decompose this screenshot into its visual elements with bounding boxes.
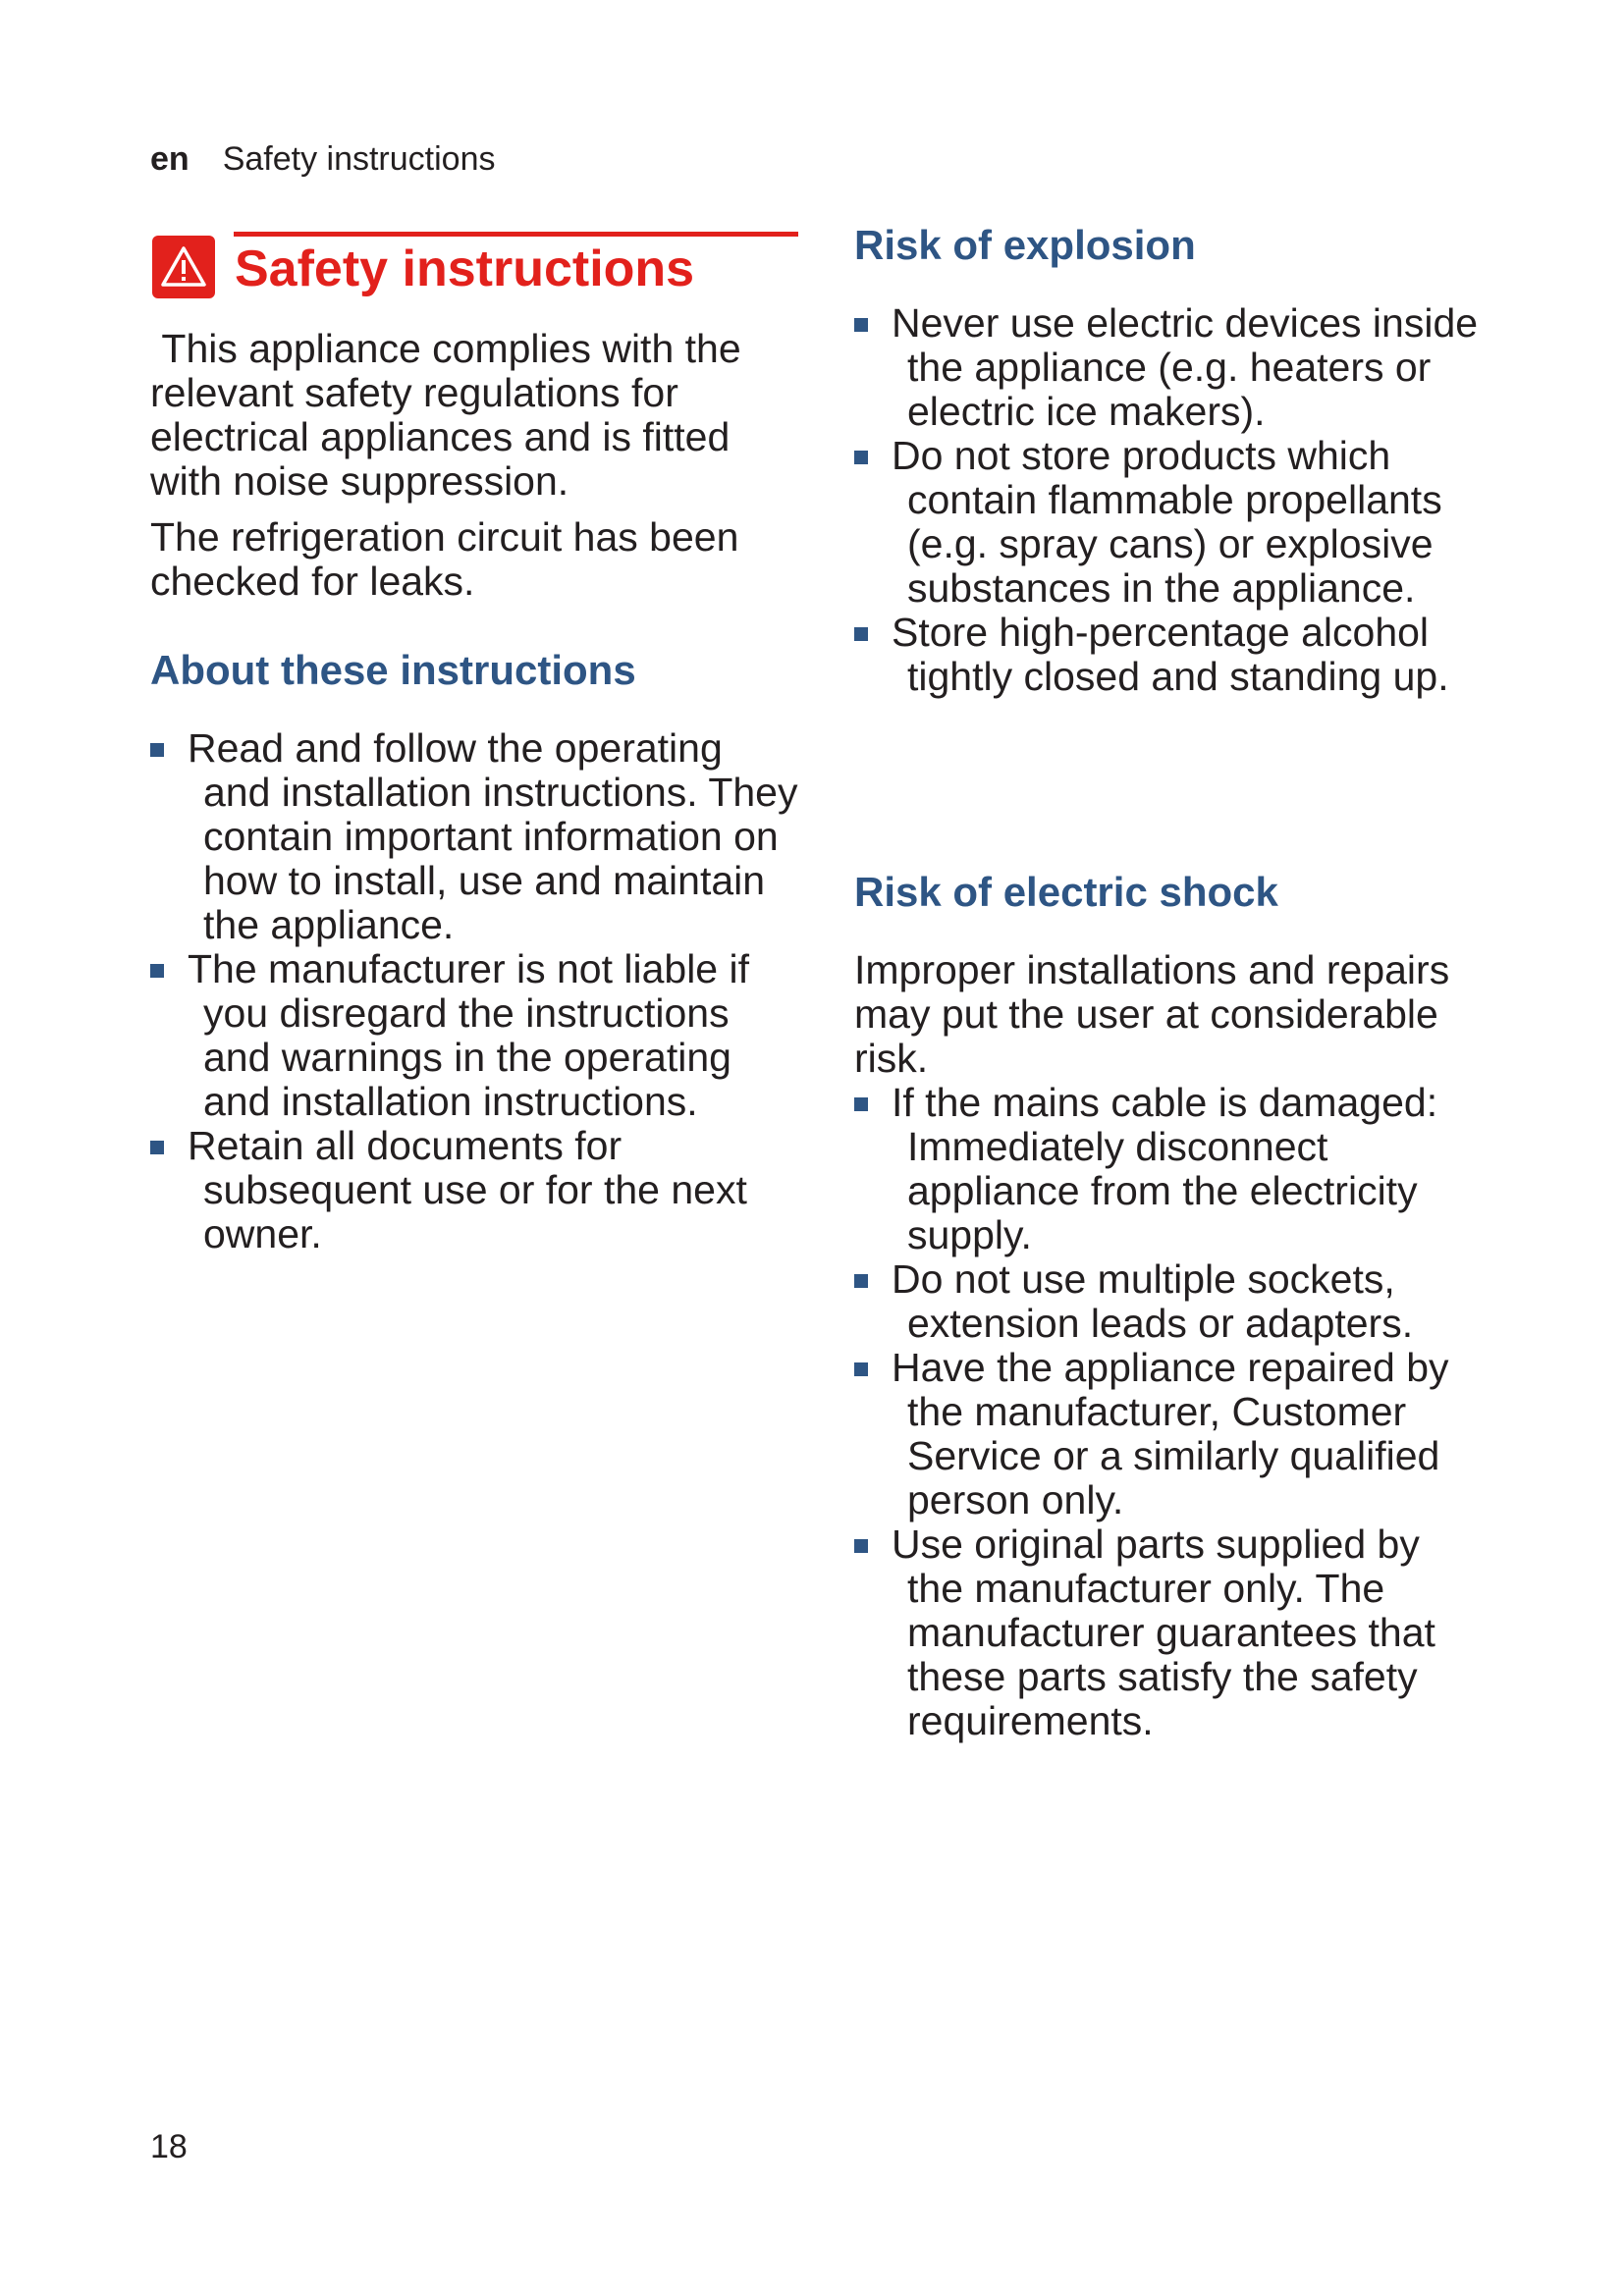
list-item [854,611,1483,699]
shock-heading: Risk of electric shock [854,869,1278,915]
bullet-square-icon [854,318,868,332]
title-rule-divider [234,232,798,237]
list-item [854,1522,1483,1743]
list-item-text: Retain all documents for subsequent use or for the next owner. [188,1123,747,1256]
about-heading: About these instructions [150,647,636,693]
intro-paragraph: This appliance complies with the relevant safety regulations for electrical appliances and is fitted with noise suppression. [150,326,753,504]
list-item-text: Store high-percentage alcohol tightly closed and standing up. [892,610,1449,699]
shock-intro-paragraph: Improper installations and repairs may put the user at considerable risk. [854,947,1450,1081]
about-list [150,726,798,1256]
bullet-square-icon [150,743,164,757]
list-item [150,947,798,1124]
intro-block [150,327,798,604]
shock-list [854,1081,1483,1743]
list-item [854,434,1483,611]
list-item [150,726,798,947]
list-item [854,301,1483,434]
list-item [150,1124,798,1256]
bullet-square-icon [854,1274,868,1288]
list-item [854,1346,1483,1522]
explosion-heading: Risk of explosion [854,222,1196,268]
list-item-text: Have the appliance repaired by the manufacturer, Customer Service or a similarly qualified person only. [892,1345,1449,1522]
list-item-text: If the mains cable is damaged: Immediately disconnect appliance from the electricity supply. [892,1080,1438,1257]
bullet-square-icon [150,964,164,978]
list-item-text: Never use electric devices inside the appliance (e.g. heaters or electric ice makers). [892,300,1479,434]
warning-triangle-icon [152,236,215,298]
page-number: 18 [150,2128,188,2165]
bullet-square-icon [854,451,868,464]
bullet-square-icon [854,1539,868,1553]
bullet-square-icon [150,1141,164,1154]
list-item [854,1257,1483,1346]
shock-intro [854,948,1483,1081]
header-section-title: Safety instructions [222,140,496,178]
running-header [150,139,495,179]
section-title-block [150,226,798,304]
bullet-square-icon [854,627,868,641]
list-item-text: Use original parts supplied by the manufacturer only. The manufacturer guarantees that these parts satisfy the safety requirements. [892,1522,1435,1743]
language-code: en [150,140,189,178]
list-item-text: Do not use multiple sockets, extension leads or adapters. [892,1256,1414,1346]
list-item [854,1081,1483,1257]
list-item-text: The manufacturer is not liable if you disregard the instructions and warnings in the operating and installation instructions. [188,946,749,1124]
list-item-text: Read and follow the operating and installation instructions. They contain important information on how to install, use and maintain the appliance. [188,725,798,947]
bullet-square-icon [854,1362,868,1376]
page-title: Safety instructions [235,240,695,297]
list-item-text: Do not store products which contain flammable propellants (e.g. spray cans) or explosive substances in the appliance. [892,433,1442,611]
bullet-square-icon [854,1097,868,1111]
intro-paragraph: The refrigeration circuit has been checked for leaks. [150,514,739,604]
explosion-list [854,301,1483,699]
